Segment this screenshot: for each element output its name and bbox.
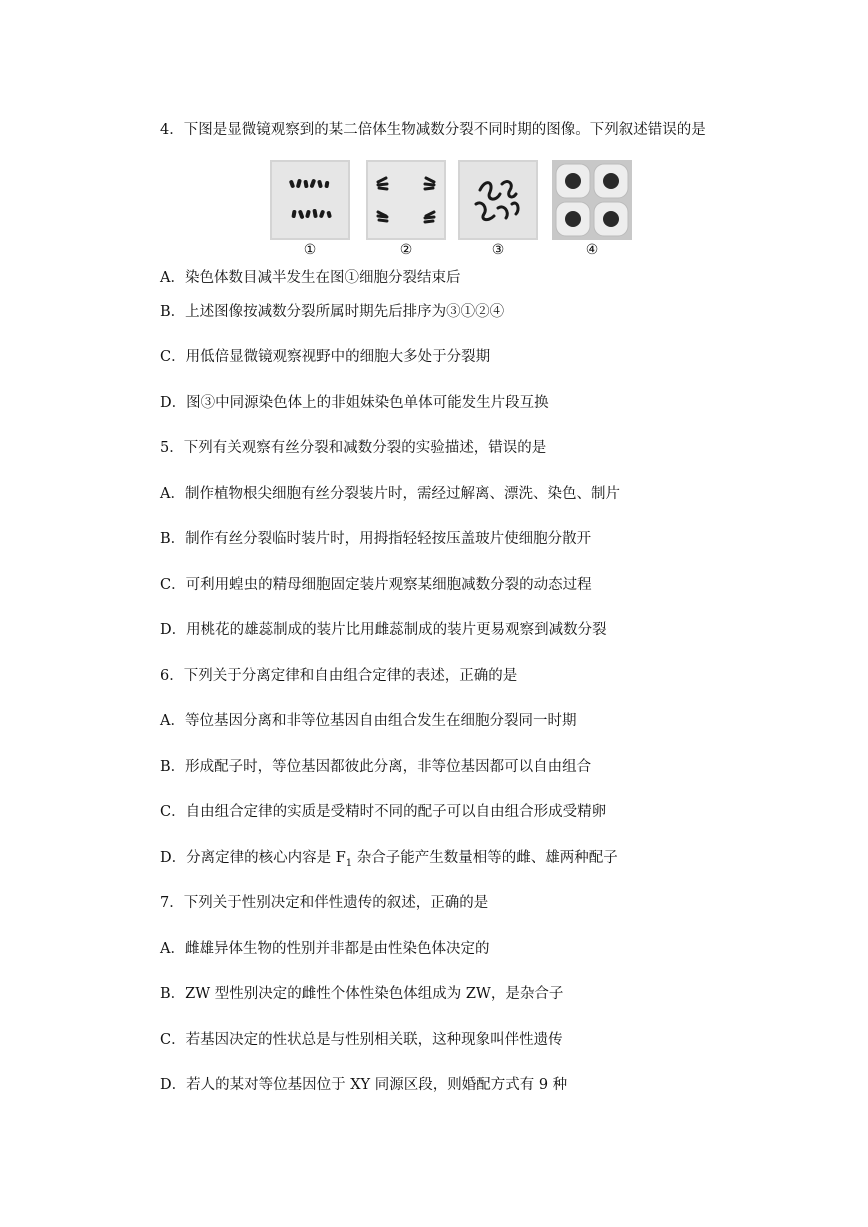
q6-option-d-after: 杂合子能产生数量相等的雌、雄两种配子 — [352, 850, 618, 866]
q7-option-c: C．若基因决定的性状总是与性别相关联，这种现象叫伴性遗传 — [160, 1032, 563, 1048]
micrograph-figure — [270, 160, 600, 258]
figure-label-1: ① — [303, 242, 317, 258]
q5-option-a: A．制作植物根尖细胞有丝分裂装片时，需经过解离、漂洗、染色、制片 — [160, 486, 620, 502]
q4-option-d: D．图③中同源染色体上的非姐妹染色单体可能发生片段互换 — [160, 395, 549, 411]
micrograph-2-image — [366, 160, 446, 240]
q6-option-d — [160, 848, 618, 874]
q6-option-b: B．形成配子时，等位基因都彼此分离，非等位基因都可以自由组合 — [160, 759, 592, 775]
q5-stem: 5．下列有关观察有丝分裂和减数分裂的实验描述，错误的是 — [160, 440, 547, 456]
q4-option-a: A．染色体数目减半发生在图①细胞分裂结束后 — [160, 270, 461, 286]
micrograph-3-image — [458, 160, 538, 240]
figure-label-3: ③ — [491, 242, 505, 258]
q7-stem: 7．下列关于性别决定和伴性遗传的叙述，正确的是 — [160, 895, 489, 911]
micrograph-4-image — [552, 160, 632, 240]
figure-label-4: ④ — [585, 242, 599, 258]
figure-label-2: ② — [399, 242, 413, 258]
q6-option-d-before: D．分离定律的核心内容是 F — [160, 850, 346, 866]
q7-option-b: B．ZW 型性别决定的雌性个体性染色体组成为 ZW，是杂合子 — [160, 986, 564, 1002]
q7-option-d: D．若人的某对等位基因位于 XY 同源区段，则婚配方式有 9 种 — [160, 1077, 568, 1093]
q4-stem: 4．下图是显微镜观察到的某二倍体生物减数分裂不同时期的图像。下列叙述错误的是 — [160, 122, 706, 138]
micrograph-1-image — [270, 160, 350, 240]
q4-option-c: C．用低倍显微镜观察视野中的细胞大多处于分裂期 — [160, 349, 491, 365]
q5-option-d: D．用桃花的雄蕊制成的装片比用雌蕊制成的装片更易观察到减数分裂 — [160, 622, 607, 638]
q6-option-d-sub: 1 — [345, 857, 353, 869]
q5-option-b: B．制作有丝分裂临时装片时，用拇指轻轻按压盖玻片使细胞分散开 — [160, 531, 592, 547]
q6-option-a: A．等位基因分离和非等位基因自由组合发生在细胞分裂同一时期 — [160, 713, 577, 729]
q4-option-b: B．上述图像按减数分裂所属时期先后排序为③①②④ — [160, 304, 505, 320]
q6-stem: 6．下列关于分离定律和自由组合定律的表述，正确的是 — [160, 668, 518, 684]
q6-option-c: C．自由组合定律的实质是受精时不同的配子可以自由组合形成受精卵 — [160, 804, 607, 820]
q7-option-a: A．雌雄异体生物的性别并非都是由性染色体决定的 — [160, 941, 490, 957]
q5-option-c: C．可利用蝗虫的精母细胞固定装片观察某细胞减数分裂的动态过程 — [160, 577, 592, 593]
